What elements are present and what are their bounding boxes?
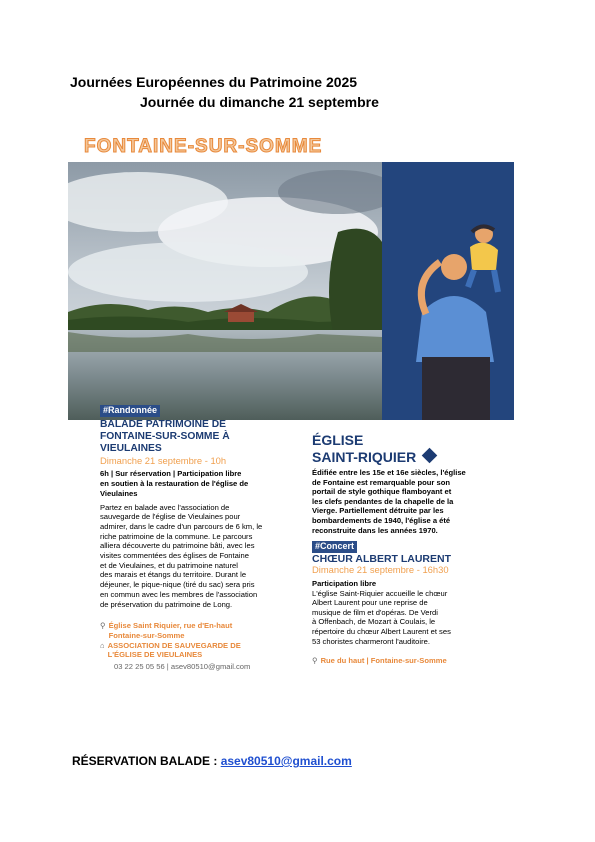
desc-line: en commun avec les membres de l'association [100,589,258,599]
location-line-2: Fontaine-sur-Somme [108,630,185,640]
desc-line: répertoire du chœur Albert Laurent et ses [312,626,451,636]
map-pin-icon: ⚲ [312,656,318,666]
balade-description [100,503,300,610]
balade-section [100,405,300,672]
header-line-2: Journée du dimanche 21 septembre [140,94,379,110]
eglise-title-2: SAINT-RIQUIER [312,449,417,465]
desc-line: alliera découverte du patrimoine bâti, avec les [100,541,255,551]
desc-line: des marais et étangs du territoire. Durant le [100,570,247,580]
desc-line: Édifiée entre les 15e et 16e siècles, l'église [312,468,466,477]
concert-location [312,656,508,666]
desc-line: 53 choristes charmeront l'auditoire. [312,636,430,646]
map-pin-icon: ⚲ [100,621,106,631]
diamond-icon [422,448,438,464]
desc-line: L'église Saint-Riquier accueille le chœur [312,588,448,598]
eglise-section [312,432,508,666]
home-icon: ⌂ [100,640,105,650]
lake-photo [68,162,382,420]
concert-place: Rue du haut | Fontaine-sur-Somme [320,656,447,666]
concert-description [312,589,508,647]
balade-title-3: VIEULAINES [100,442,162,454]
reservation-line [72,754,352,768]
desc-line: reconstruite dans les années 1970. [312,525,438,535]
organizer-line-2: L'ÉGLISE DE VIEULAINES [107,650,203,660]
desc-line: les clefs pendantes de la chapelle de la [312,496,454,506]
desc-line: déjeuner, le pique-nique (tiré du sac) sera pris [100,580,255,590]
desc-line: Albert Laurent pour une reprise de [312,598,428,608]
balade-info-1: 6h | Sur réservation | Participation libre [100,469,242,479]
desc-line: bombardements de 1940, l'église a été [312,515,451,525]
balade-location [100,621,300,640]
eglise-title-1: ÉGLISE [312,432,364,448]
town-title: FONTAINE-SUR-SOMME [84,136,323,157]
eglise-description [312,468,508,535]
concert-date: Dimanche 21 septembre - 16h30 [312,564,449,576]
balade-title-2: FONTAINE-SUR-SOMME À [100,430,230,442]
randonnee-tag: #Randonnée [100,405,160,417]
desc-line: de Fontaine est remarquable pour son [312,477,450,487]
balade-contact: 03 22 25 05 56 | asev80510@gmail.com [114,662,251,672]
concert-info: Participation libre [312,578,377,588]
location-line-1: Église Saint Riquier, rue d'En-haut [108,621,233,631]
desc-line: musique de film et d'opéras. De Verdi [312,607,438,617]
organizer-line-1: ASSOCIATION DE SAUVEGARDE DE [107,640,241,650]
desc-line: sauvegarde de l'église de Vieulaines pour [100,512,241,522]
desc-line: riche patrimoine de la commune. Le parcours [100,531,253,541]
reservation-label: RÉSERVATION BALADE : [72,754,221,768]
balade-date: Dimanche 21 septembre - 10h [100,454,227,466]
desc-line: et de Vieulaines, et du patrimoine naturel [100,560,238,570]
eglise-title-2-row [312,449,508,466]
reservation-email-link[interactable]: asev80510@gmail.com [220,754,352,768]
desc-line: de préservation du patrimoine de Long. [100,599,233,609]
illustration-panel [382,162,514,420]
balade-title-1: BALADE PATRIMOINE DE [100,418,227,430]
desc-line: Partez en balade avec l'association de [100,502,230,512]
header-line-1: Journées Européennes du Patrimoine 2025 [70,74,358,90]
balade-organizer [100,641,300,660]
balade-info-3: Vieulaines [100,488,138,498]
balade-info-2: en soutien à la restauration de l'église de [100,479,249,489]
desc-line: Vierge. Partiellement détruite par les [312,506,444,516]
desc-line: admirer, dans le cadre d'un parcours de 6 km, le [100,521,263,531]
desc-line: portail de style gothique flamboyant et [312,487,452,497]
desc-line: à Offenbach, de Mozart à Coulais, le [312,617,436,627]
concert-title: CHŒUR ALBERT LAURENT [312,552,452,565]
desc-line: visites commentées des églises de Fontaine [100,551,249,561]
concert-tag: #Concert [312,541,357,553]
